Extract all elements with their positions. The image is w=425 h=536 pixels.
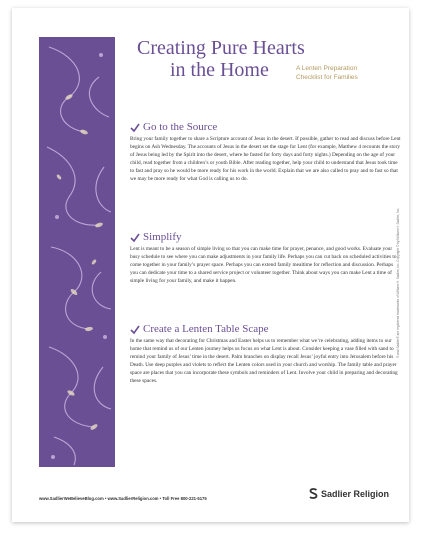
section-body-simplify: Lent is meant to be a season of simple living so that you can make time for prayer, penance, and good works. Evaluate your busy schedule to see where you can make adjustments in your family life. Perhaps you can cut back on scheduled activities to come together in your family’s prayer space. Perhaps you can extend family mealtime for reflection and discussion. Perhaps you can dedicate your time to a shared service project or volunteer together. Think about ways you can make Lent a time of simple living for your family, and make it happen. — [130, 246, 397, 284]
section-body-go-to-source: Bring your family together to share a Scripture account of Jesus in the desert. If possible, gather to read and discuss before Lent begins on Ash Wednesday. The accounts of Jesus in the desert set the stage for Lent (for example, Matthew 4 recounts the story of Jesus being led by the Spirit into the desert, where he fasted for forty days and forty nights.) Depending on the age of your child, read together from a children’s or youth Bible. After reading together, help your child to understand that Jesus took time to fast and pray so he would be more ready for his work in the world. Explain that we are also called to pray and to fast so that we may be more ready for what God is calling us to do. — [130, 136, 401, 182]
page-title-line-2: in the Home — [170, 59, 269, 81]
section-heading-label: Create a Lenten Table Scape — [143, 323, 269, 335]
checkmark-icon — [130, 123, 140, 133]
section-heading-label: Go to the Source — [143, 121, 218, 133]
brand-name: Sadlier Religion — [321, 488, 390, 499]
section-heading-go-to-source — [130, 122, 217, 133]
section-heading-table-scape — [130, 324, 268, 335]
copyright-notice: ® and Sadlier® are registered trademarks of William H. Sadlier, Inc. Copyright © by William H. Sadlier, Inc. — [396, 207, 400, 358]
section-heading-simplify — [130, 232, 182, 243]
checkmark-icon — [130, 325, 140, 335]
checkmark-icon — [130, 233, 140, 243]
page-subtitle-line-1: A Lenten Preparation — [296, 65, 358, 72]
sadlier-s-logo-icon — [309, 488, 318, 499]
page-subtitle-line-2: Checklist for Families — [296, 74, 358, 81]
checklist-page — [12, 8, 409, 522]
sadlier-religion-logo — [309, 488, 389, 499]
footer-links: www.SadlierWeBelieveBlog.com • www.SadlierReligion.com • Toll Free 800-221-5175 — [39, 496, 207, 501]
section-body-table-scape: In the same way that decorating for Christmas and Easter helps us to remember what we’re celebrating, adding items to our home that remind us of our Lenten journey helps us focus on what Lent is about. Consider keeping a vase filled with sand to remind your family of Jesus’ time in the desert. Palm branches on display recall Jesus’ joyful entry into Jerusalem before his Death. Use deep purples and violets to reflect the Lenten colors used in your church and worship. The family table and prayer space are places that you can incorporate these symbols and reminders of Lent. Involve your child in preparing and decorating these spaces. — [130, 338, 398, 384]
decorative-swirl-banner — [39, 37, 115, 467]
swirl-pattern-icon — [39, 37, 115, 467]
section-heading-label: Simplify — [143, 231, 182, 243]
page-title-line-1: Creating Pure Hearts — [137, 37, 305, 59]
